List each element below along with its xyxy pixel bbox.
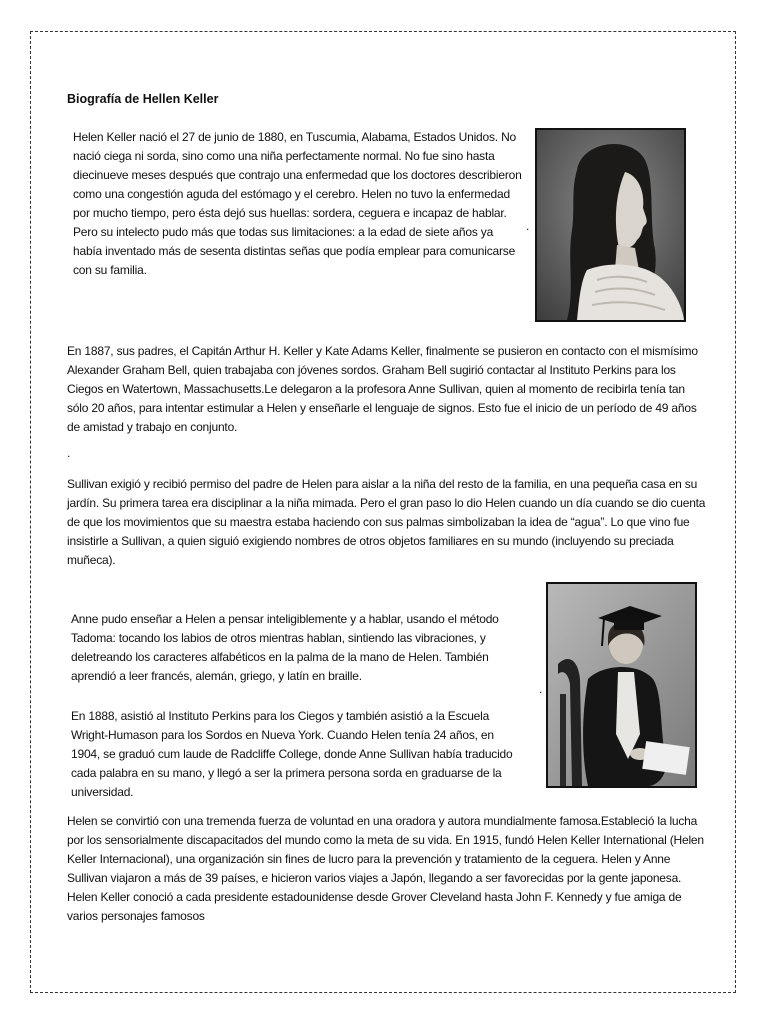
stray-dot: .: [526, 219, 530, 233]
paragraph-graduation: En 1888, asistió al Instituto Perkins para los Ciegos y también asistió a la Escuela Wright-Humason para los Sordos en Nueva York. Cuando Helen tenía 24 años, en 1904, se graduó cum laude de Radcliffe College, donde Anne Sullivan había traducido cada palabra en su mano, y llegó a ser la primera persona sorda en graduarse de la universidad.: [71, 709, 513, 799]
paragraph-birth: Helen Keller nació el 27 de junio de 1880, en Tuscumia, Alabama, Estados Unidos. No nació ciega ni sorda, sino como una niña perfectamente normal. No fue sino hasta diecinueve meses después que contrajo una enfermedad que los doctores describieron como una congestión aguda del estómago y el cerebro. Helen no tuvo la enfermedad por mucho tiempo, pero ésta dejó sus huellas: sordera, ceguera e incapaz de hablar. Pero su intelecto pudo más que todas sus limitaciones: a la edad de siete años ya había inventado más de sesenta distintas señas que podía emplear para comunicarse con su familia.: [73, 130, 522, 277]
portrait-photo-graduation: [546, 582, 697, 788]
stray-dot: .: [67, 446, 71, 460]
portrait-photo-young-helen: [535, 128, 686, 322]
stray-dot: .: [539, 682, 543, 696]
graduation-illustration: [548, 584, 695, 786]
document-title: Biografía de Hellen Keller: [67, 92, 219, 106]
paragraph-later-life: Helen se convirtió con una tremenda fuerza de voluntad en una oradora y autora mundialmente famosa.Estableció la lucha por los sensorialmente discapacitados del mundo como la meta de su vida. En 1915, fundó Helen Keller International (Helen Keller Internacional), una organización sin fines de lucro para la prevención y tratamiento de la ceguera. Helen y Anne Sullivan viajaron a más de 39 países, e hicieron varios viajes a Japón, llegando a ser favorecidas por la gente japonesa. Helen Keller conoció a cada presidente estadounidense desde Grover Cleveland hasta John F. Kennedy y fue amiga de varios personajes famosos: [67, 814, 704, 923]
paragraph-water-moment: Sullivan exigió y recibió permiso del padre de Helen para aislar a la niña del resto de la familia, en una pequeña casa en su jardín. Su primera tarea era disciplinar a la niña mimada. Pero el gran paso lo dio Helen cuando un día cuando se dio cuenta de que los movimientos que su maestra estaba haciendo con sus palmas simbolizaban la idea de “agua”. Lo que vino fue insistirle a Sullivan, a quien siguió exigiendo nombres de otros objetos familiares en su mundo (incluyendo su preciada muñeca).: [67, 477, 706, 567]
paragraph-sullivan-arrival: En 1887, sus padres, el Capitán Arthur H. Keller y Kate Adams Keller, finalmente se pusieron en contacto con el mismísimo Alexander Graham Bell, quien trabajaba con jóvenes sordos. Graham Bell sugirió contactar al Instituto Perkins para los Ciegos en Watertown, Massachusetts.Le delegaron a la profesora Anne Sullivan, quien al momento de recibirla tenía tan sólo 20 años, para intentar estimular a Helen y enseñarle el lenguaje de signos. Esto fue el inicio de un período de 49 años de amistad y trabajo en conjunto.: [67, 344, 698, 434]
paragraph-tadoma-method: Anne pudo enseñar a Helen a pensar inteligiblemente y a hablar, usando el método Tadoma: tocando los labios de otros mientras hablan, sintiendo las vibraciones, y deletreando los caracteres alfabéticos en la palma de la mano de Helen. También aprendió a leer francés, alemán, griego, y latín en braille.: [71, 612, 499, 683]
portrait-illustration: [537, 130, 684, 320]
